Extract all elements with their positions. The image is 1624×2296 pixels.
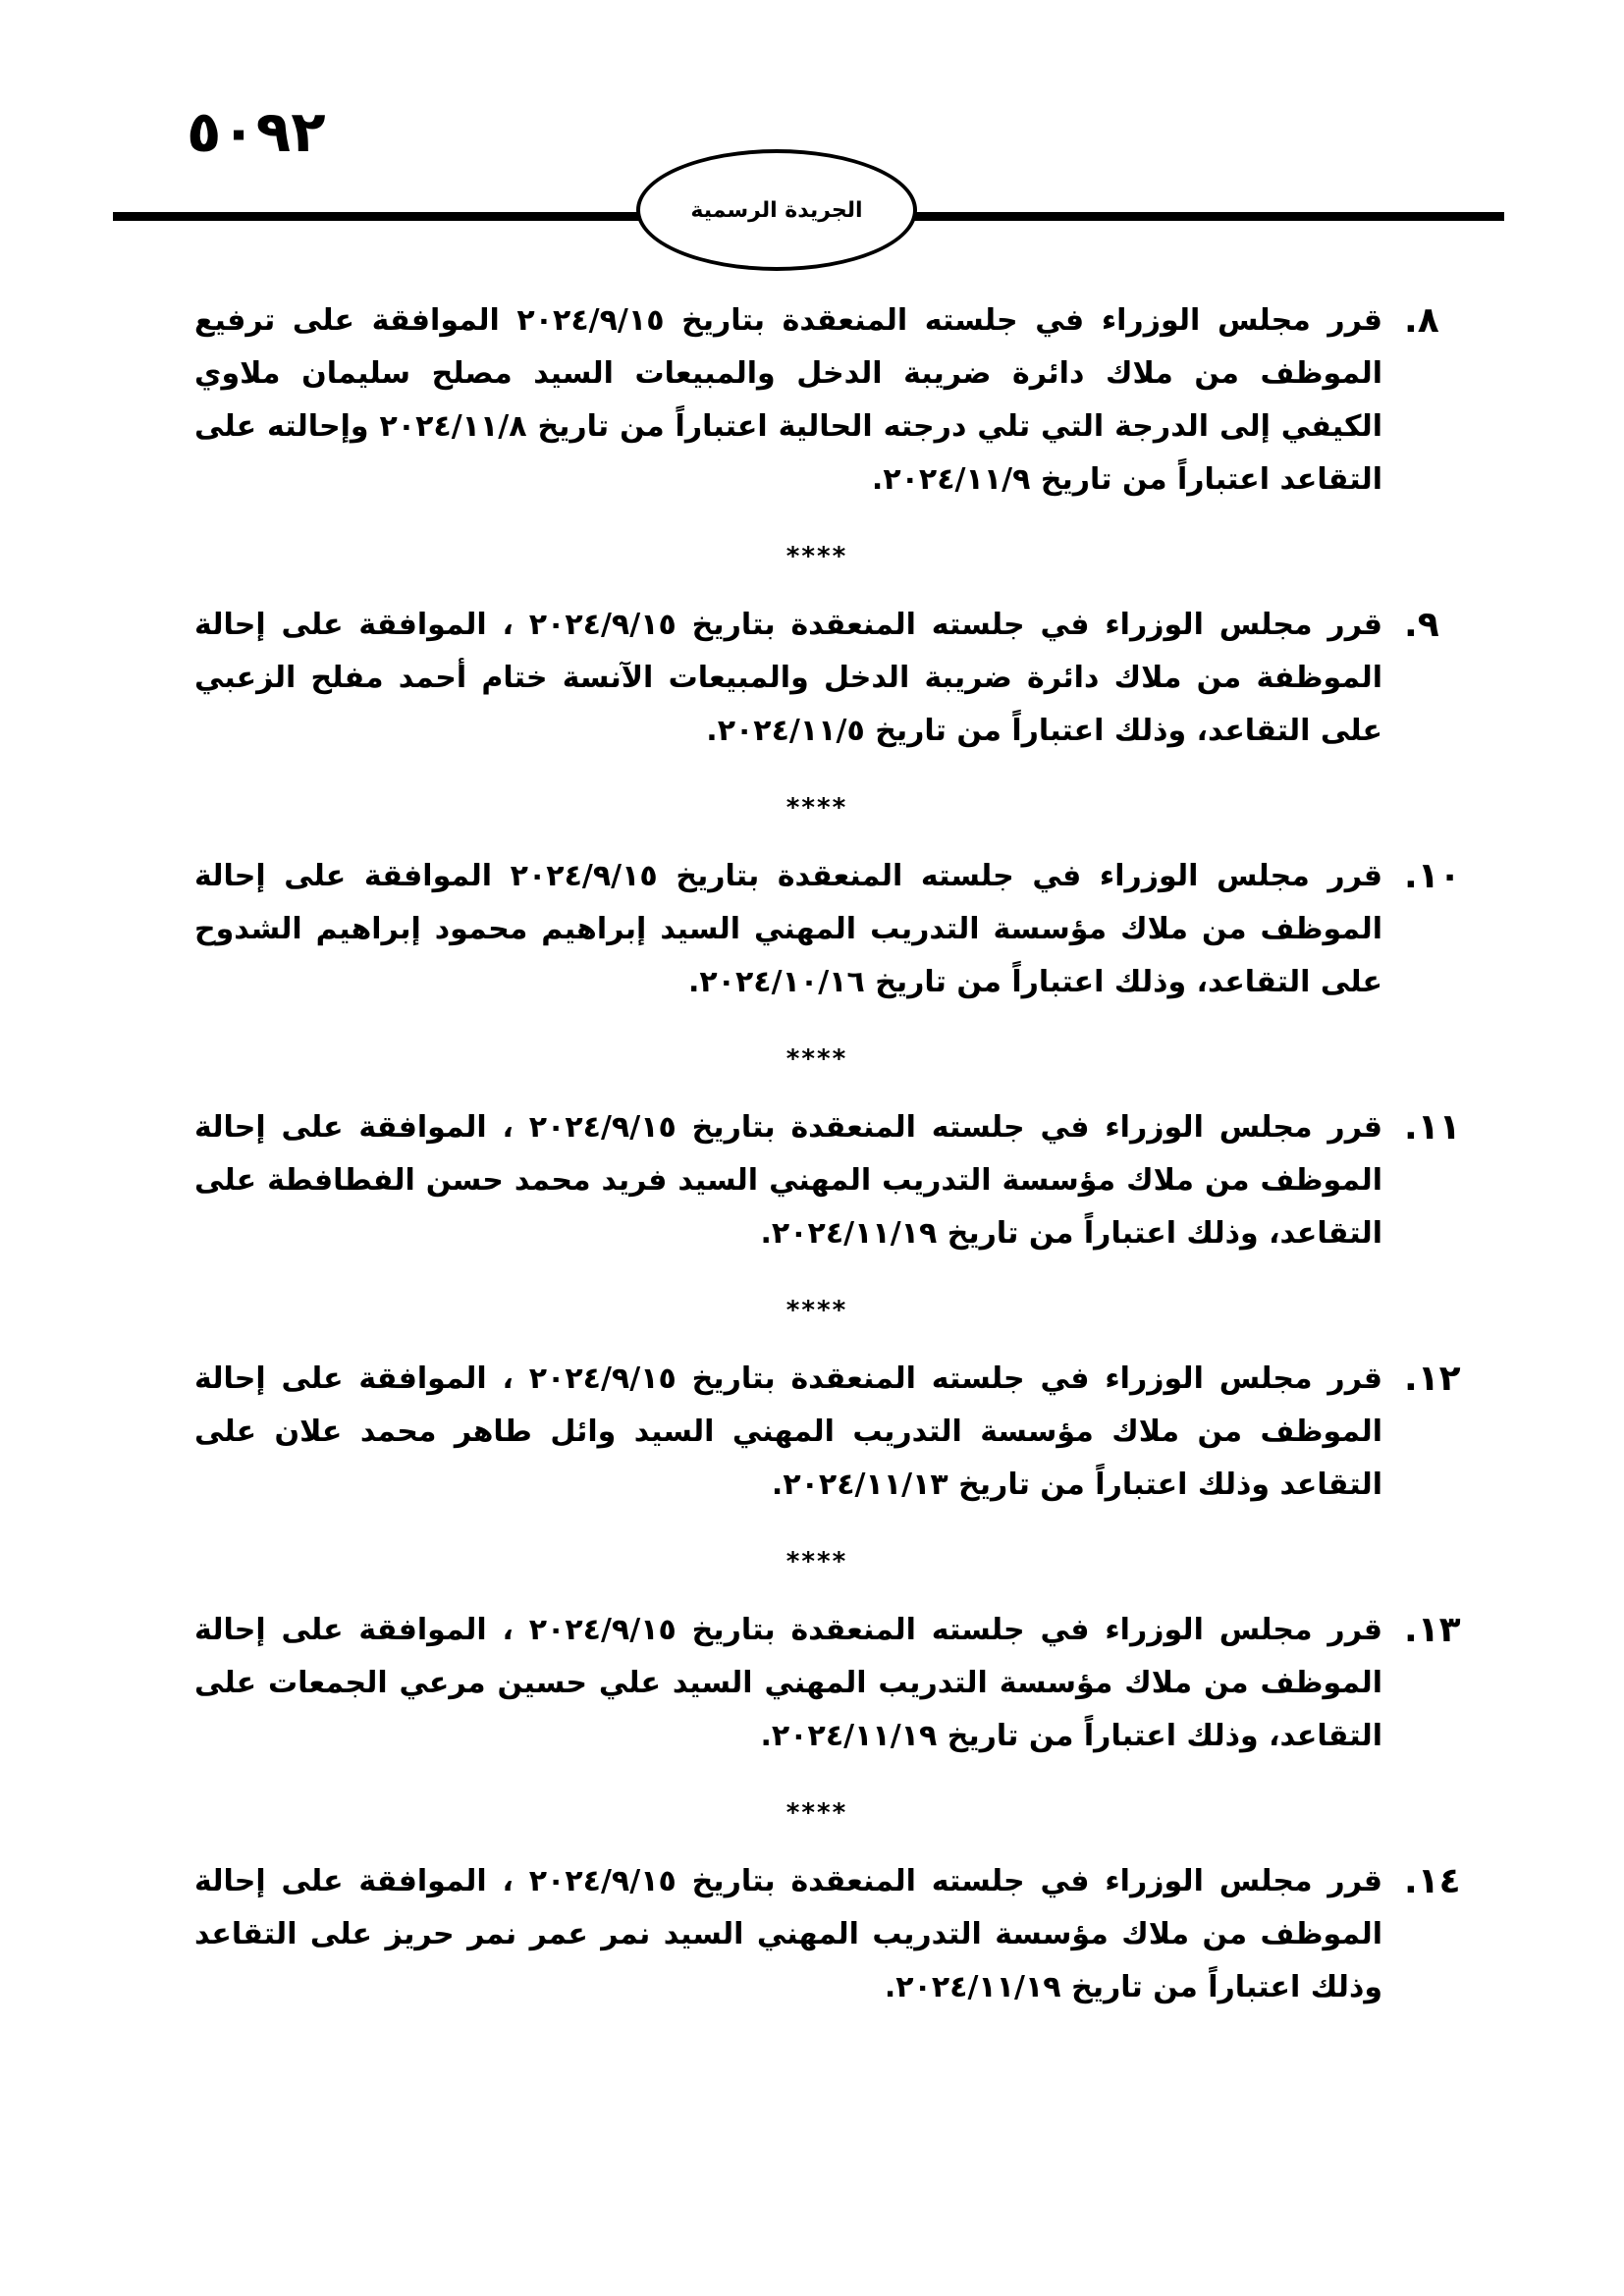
decision-number: ١٢.	[1404, 1359, 1461, 1399]
decision-text: قرر مجلس الوزراء في جلسته المنعقدة بتاريخ ٢٠٢٤/٩/١٥ الموافقة على إحالة الموظف من ملاك مؤسسة التدريب المهني السيد إبراهيم محمود إبراهيم الشدوح على التقاعد، وذلك اعتباراً من تاريخ ٢٠٢٤/١٠/١٦.	[194, 859, 1382, 999]
decision-number: ١٠.	[1404, 856, 1461, 896]
decision-text: قرر مجلس الوزراء في جلسته المنعقدة بتاريخ ٢٠٢٤/٩/١٥ الموافقة على ترفيع الموظف من ملاك دائرة ضريبة الدخل والمبيعات السيد مصلح سليمان ملاوي الكيفي إلى الدرجة التي تلي درجته الحالية اعتباراً من تاريخ ٢٠٢٤/١١/٨ وإحالته على التقاعد اعتباراً من تاريخ ٢٠٢٤/١١/٩.	[194, 303, 1382, 497]
decision-number: ٩.	[1404, 605, 1439, 645]
decision-item	[194, 850, 1461, 1009]
decision-text: قرر مجلس الوزراء في جلسته المنعقدة بتاريخ ٢٠٢٤/٩/١٥ ، الموافقة على إحالة الموظف من ملاك مؤسسة التدريب المهني السيد فريد محمد حسن الفطافطة على التقاعد، وذلك اعتباراً من تاريخ ٢٠٢٤/١١/١٩.	[194, 1110, 1382, 1251]
decision-number: ٨.	[1404, 300, 1439, 341]
decision-text: قرر مجلس الوزراء في جلسته المنعقدة بتاريخ ٢٠٢٤/٩/١٥ ، الموافقة على إحالة الموظف من ملاك مؤسسة التدريب المهني السيد علي حسين مرعي الجمعات على التقاعد، وذلك اعتباراً من تاريخ ٢٠٢٤/١١/١٩.	[194, 1613, 1382, 1753]
decision-text: قرر مجلس الوزراء في جلسته المنعقدة بتاريخ ٢٠٢٤/٩/١٥ ، الموافقة على إحالة الموظف من ملاك مؤسسة التدريب المهني السيد وائل طاهر محمد علان على التقاعد وذلك اعتباراً من تاريخ ٢٠٢٤/١١/١٣.	[194, 1362, 1382, 1502]
decision-item	[194, 1604, 1461, 1763]
header-oval	[636, 149, 917, 271]
separator: ****	[785, 542, 848, 571]
page-number: ٥٠٩٢	[187, 98, 326, 165]
decision-item	[194, 1353, 1461, 1512]
decision-number: ١٤.	[1404, 1861, 1461, 1901]
decision-item	[194, 599, 1439, 758]
separator: ****	[785, 793, 848, 823]
separator: ****	[785, 1296, 848, 1325]
decision-item	[194, 1855, 1461, 2014]
decision-item	[194, 1101, 1461, 1260]
decisions-list	[194, 294, 1461, 2014]
decision-text: قرر مجلس الوزراء في جلسته المنعقدة بتاريخ ٢٠٢٤/٩/١٥ ، الموافقة على إحالة الموظفة من ملاك دائرة ضريبة الدخل والمبيعات الآنسة ختام أحمد مفلح الزعبي على التقاعد، وذلك اعتباراً من تاريخ ٢٠٢٤/١١/٥.	[194, 608, 1382, 748]
decision-text: قرر مجلس الوزراء في جلسته المنعقدة بتاريخ ٢٠٢٤/٩/١٥ ، الموافقة على إحالة الموظف من ملاك مؤسسة التدريب المهني السيد نمر عمر نمر حريز على التقاعد وذلك اعتباراً من تاريخ ٢٠٢٤/١١/١٩.	[194, 1864, 1382, 2004]
header-title: الجريدة الرسمية	[690, 197, 863, 223]
separator: ****	[785, 1798, 848, 1828]
decision-item	[194, 294, 1439, 507]
decision-number: ١١.	[1404, 1107, 1461, 1148]
separator: ****	[785, 1044, 848, 1074]
decision-number: ١٣.	[1404, 1610, 1461, 1650]
separator: ****	[785, 1547, 848, 1576]
